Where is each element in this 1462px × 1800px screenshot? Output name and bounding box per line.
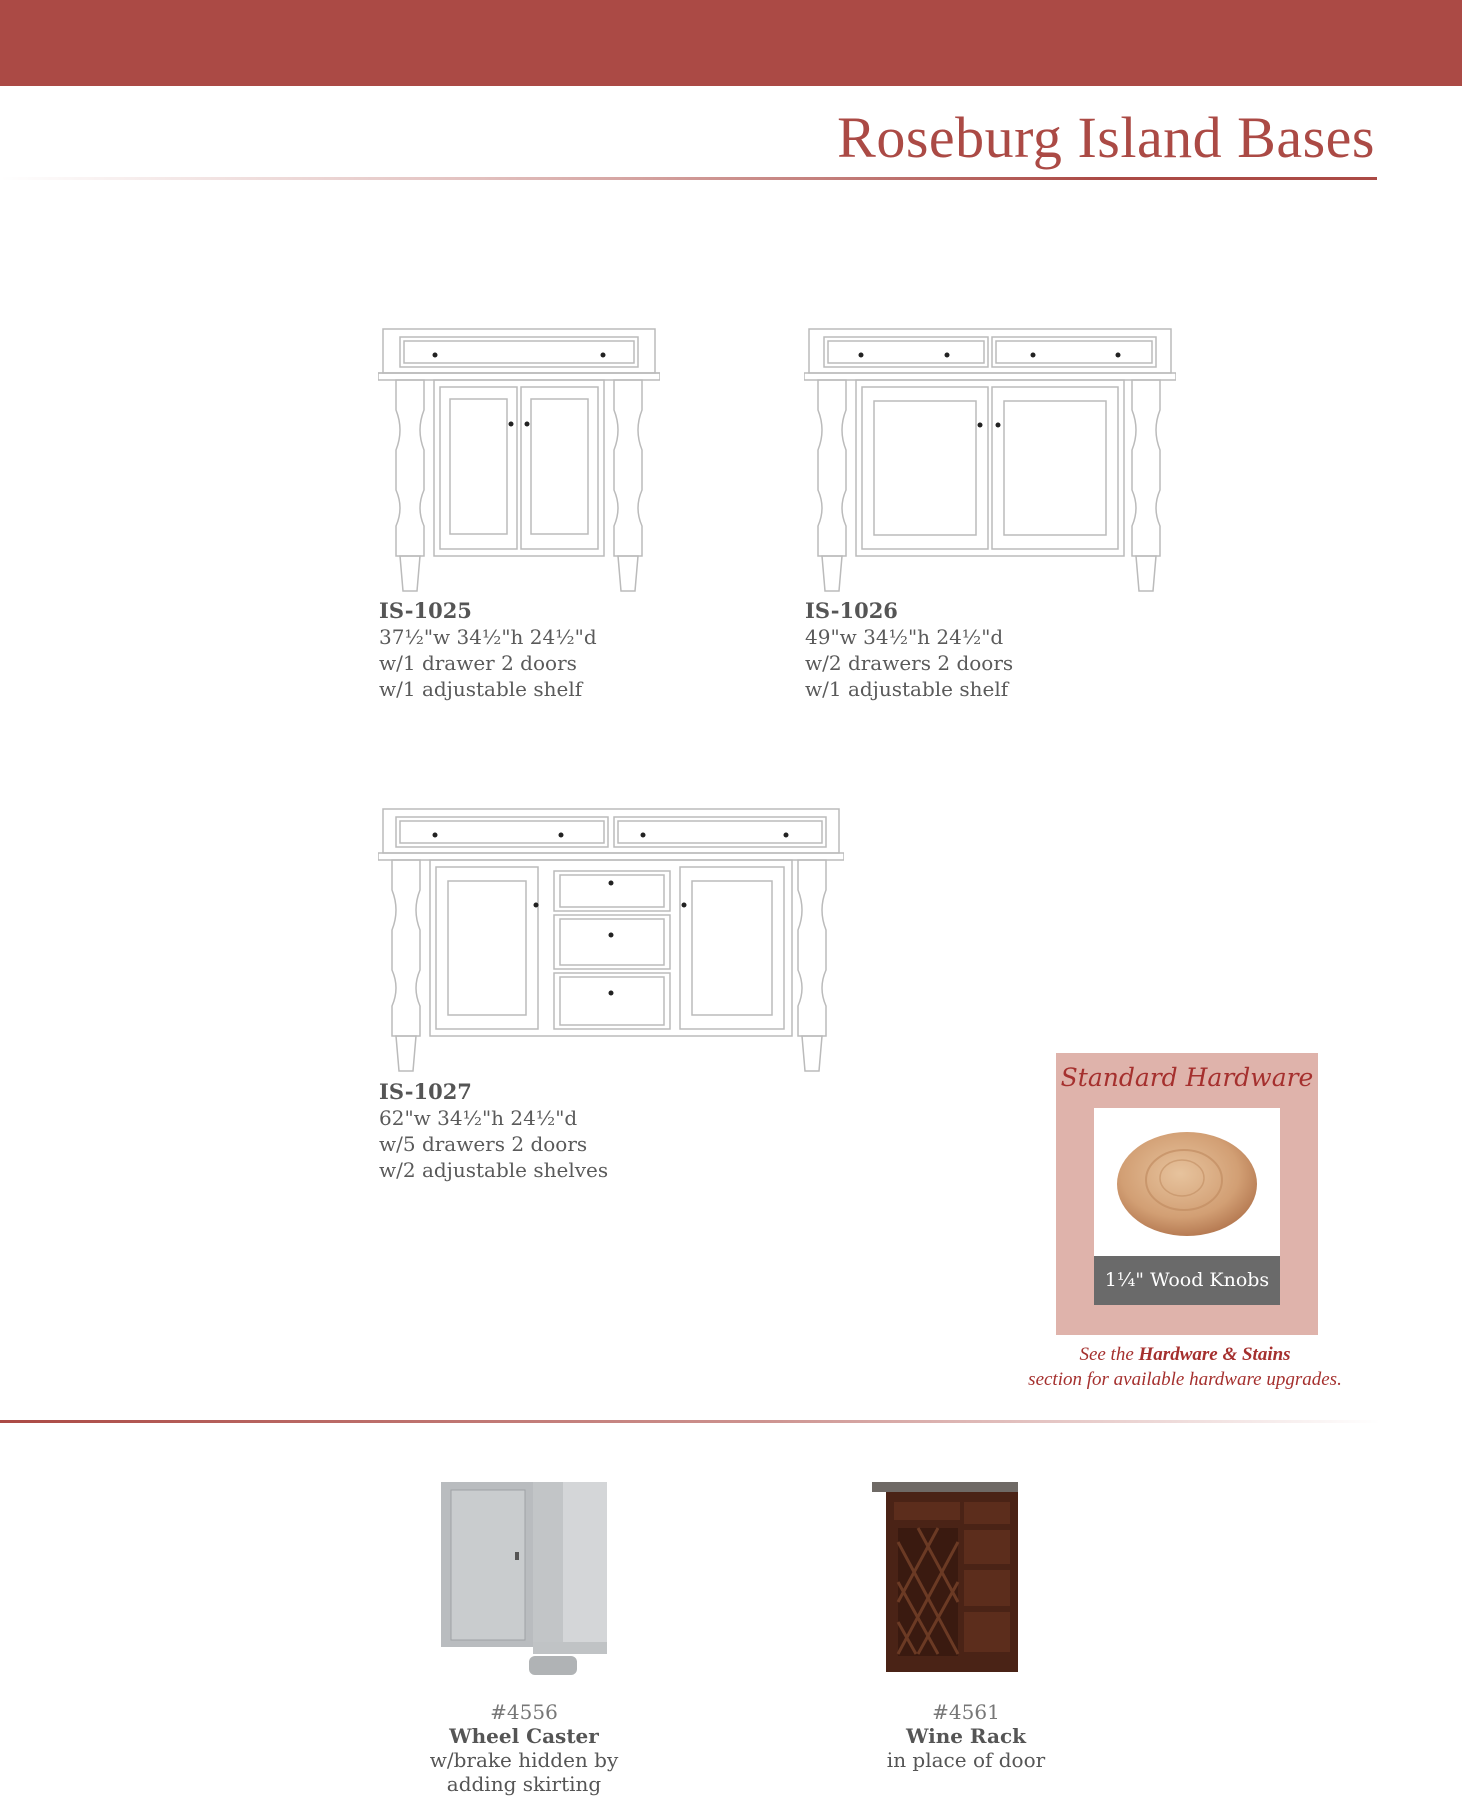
hardware-note-line2: section for available hardware upgrades. (1028, 1369, 1342, 1390)
product-feature: w/1 adjustable shelf (805, 677, 1009, 701)
drawing-is-1026 (804, 327, 1176, 592)
section-divider (0, 1420, 1380, 1423)
accessory-name: Wheel Caster (449, 1724, 599, 1748)
product-feature: w/2 adjustable shelves (379, 1158, 609, 1182)
page-title (837, 104, 1375, 171)
product-feature: w/1 drawer 2 doors (379, 651, 577, 675)
accessory-wheel-caster (404, 1700, 644, 1796)
wood-knob-photo (1094, 1108, 1280, 1256)
product-feature: w/5 drawers 2 doors (379, 1132, 588, 1156)
header-band (0, 0, 1462, 86)
page-title-light: Roseburg (837, 105, 1063, 170)
page-title-bold: Island Bases (1077, 105, 1375, 170)
accessory-desc: w/brake hidden by (429, 1748, 619, 1772)
hardware-note-link: Hardware & Stains (1138, 1344, 1291, 1365)
drawing-is-1025 (378, 327, 660, 592)
hardware-label: 1¼" Wood Knobs (1094, 1256, 1280, 1305)
title-underline (0, 177, 1377, 180)
accessory-desc: in place of door (886, 1748, 1046, 1772)
product-code: IS-1025 (379, 598, 472, 623)
product-code: IS-1027 (379, 1079, 472, 1104)
product-feature: w/2 drawers 2 doors (805, 651, 1014, 675)
drawing-is-1027 (378, 807, 844, 1072)
product-dimensions: 37½"w 34½"h 24½"d (379, 625, 597, 649)
accessory-number: #4561 (932, 1700, 1000, 1724)
spec-is-1027 (379, 1079, 608, 1183)
accessory-name: Wine Rack (905, 1724, 1026, 1748)
spec-is-1026 (805, 598, 1013, 702)
accessory-desc: adding skirting (446, 1772, 602, 1796)
standard-hardware-panel (1056, 1053, 1318, 1335)
hardware-note (985, 1342, 1385, 1392)
accessory-number: #4556 (490, 1700, 558, 1724)
hardware-title: Standard Hardware (1060, 1063, 1314, 1092)
spec-is-1025 (379, 598, 597, 702)
product-dimensions: 62"w 34½"h 24½"d (379, 1106, 578, 1130)
accessory-wine-rack (846, 1700, 1086, 1772)
product-dimensions: 49"w 34½"h 24½"d (805, 625, 1004, 649)
wheel-caster-photo (441, 1482, 607, 1675)
product-code: IS-1026 (805, 598, 898, 623)
hardware-note-prefix: See the (1079, 1344, 1139, 1365)
wine-rack-photo (872, 1482, 1018, 1675)
product-feature: w/1 adjustable shelf (379, 677, 583, 701)
